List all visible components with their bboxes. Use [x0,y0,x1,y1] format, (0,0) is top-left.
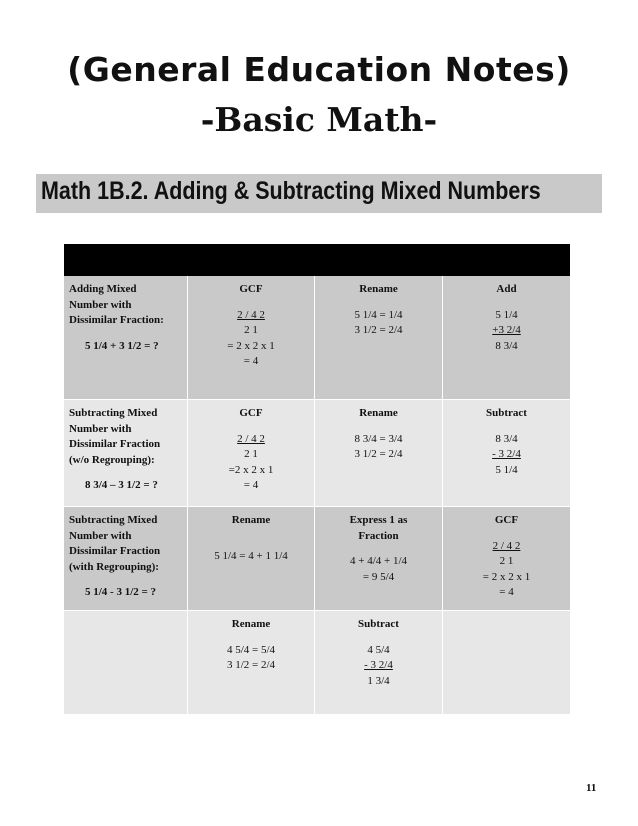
section-banner [36,174,602,213]
row-label-cell: Subtracting Mixed Number with Dissimilar Fraction (w/o Regrouping): 8 3/4 – 3 1/2 = ? [64,400,188,506]
mixed-numbers-table [64,244,570,714]
gcf-cell: GCF 2 / 4 2 2 1 = 2 x 2 x 1 = 4 [188,276,315,399]
rename-cell: Rename 5 1/4 = 4 + 1 1/4 [188,507,315,610]
page-subtitle: -Basic Math- [200,100,438,139]
table-row [64,506,570,610]
gcf-cell: GCF 2 / 4 2 2 1 = 2 x 2 x 1 = 4 [443,507,570,610]
section-title: Math 1B.2. Adding & Subtracting Mixed Numbers [41,177,541,205]
table-row [64,276,570,399]
problem-text: 8 3/4 – 3 1/2 = ? [85,479,158,491]
table-row [64,399,570,506]
problem-text: 5 1/4 + 3 1/2 = ? [85,339,159,352]
rename-cell: Rename 8 3/4 = 3/4 3 1/2 = 2/4 [315,400,443,506]
express-cell: Express 1 as Fraction 4 + 4/4 + 1/4 = 9 5/4 [315,507,443,610]
row-label-cell: Subtracting Mixed Number with Dissimilar Fraction (with Regrouping): 5 1/4 - 3 1/2 = ? [64,507,188,610]
page-title: (General Education Notes) [67,50,571,89]
rename-cell: Rename 4 5/4 = 5/4 3 1/2 = 2/4 [188,611,315,714]
subtract-cell: Subtract 4 5/4 - 3 2/4 1 3/4 [315,611,443,714]
subtract-cell: Subtract 8 3/4 - 3 2/4 5 1/4 [443,400,570,506]
problem-text: 5 1/4 - 3 1/2 = ? [85,586,157,598]
add-cell: Add 5 1/4 +3 2/4 8 3/4 [443,276,570,399]
empty-cell [443,611,570,714]
gcf-cell: GCF 2 / 4 2 2 1 =2 x 2 x 1 = 4 [188,400,315,506]
rename-cell: Rename 5 1/4 = 1/4 3 1/2 = 2/4 [315,276,443,399]
page-number: 11 [586,782,597,794]
table-row [64,610,570,714]
table-header-bar [64,244,570,276]
row-label-cell [64,611,188,714]
row-label-cell: Adding Mixed Number with Dissimilar Fraction: 5 1/4 + 3 1/2 = ? [64,276,188,399]
